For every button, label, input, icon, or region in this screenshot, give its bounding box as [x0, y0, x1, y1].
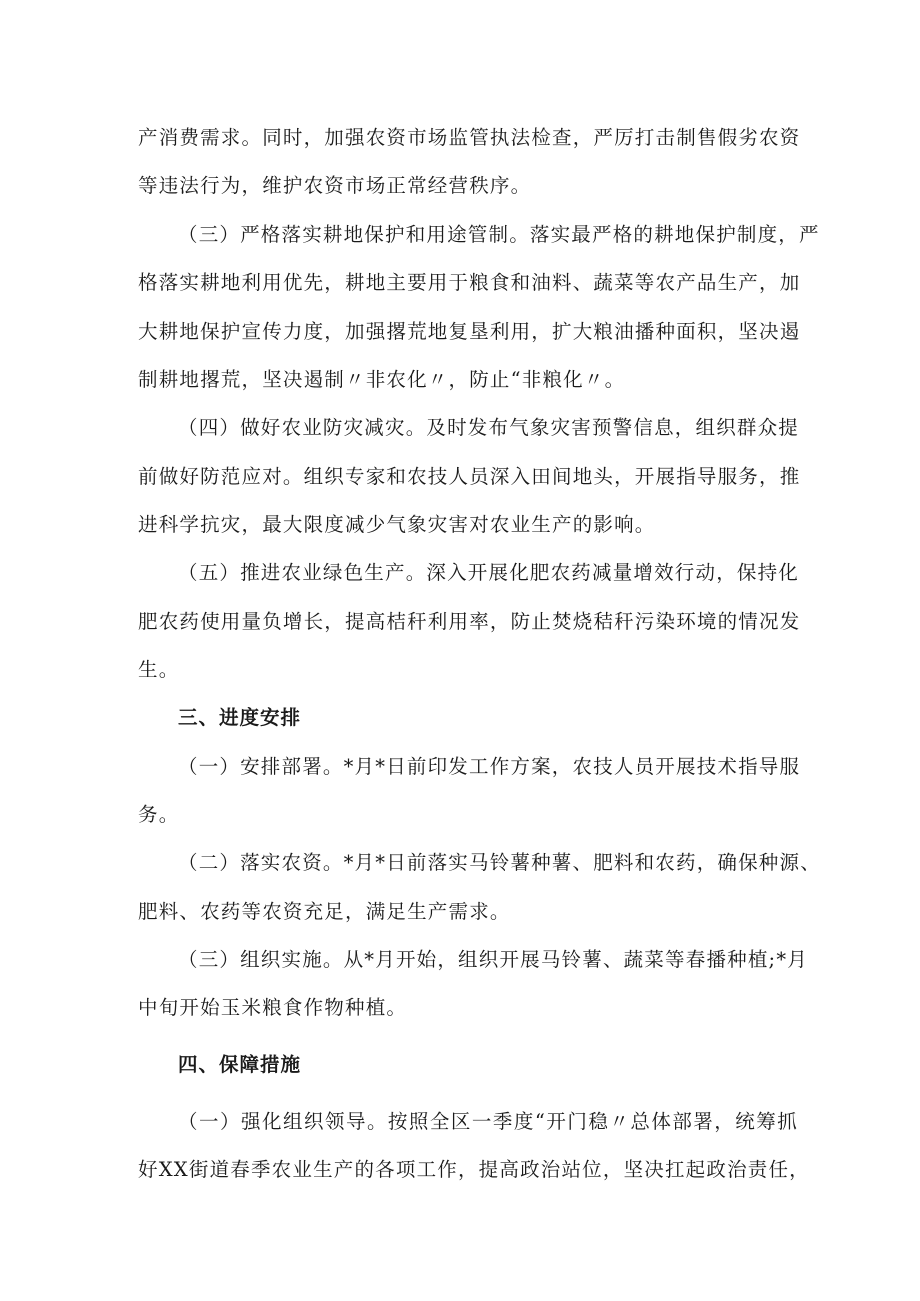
paragraph-line: （一）安排部署。*月*日前印发工作方案，农技人员开展技术指导服 — [178, 755, 801, 778]
paragraph-line: 进科学抗灾，最大限度减少气象灾害对农业生产的影响。 — [138, 513, 656, 536]
paragraph-line: （三）组织实施。从*月开始，组织开展马铃薯、蔬菜等春播种植;*月 — [178, 948, 808, 971]
paragraph-line: 肥农药使用量负增长，提高桔秆利用率，防止焚烧秸秆污染环境的情况发 — [138, 610, 801, 633]
paragraph-line: 大耕地保护宣传力度，加强撂荒地复垦利用，扩大粮油播种面积，坚决遏 — [138, 320, 801, 343]
paragraph-line: （二）落实农资。*月*日前落实马铃薯种薯、肥料和农药，确保种源、 — [178, 851, 821, 874]
paragraph-line: 中旬开始玉米粮食作物种植。 — [138, 996, 408, 1019]
section-heading: 四、保障措施 — [178, 1053, 302, 1076]
paragraph-line: （一）强化组织领导。按照全区一季度“开门稳〃总体部署，统筹抓 — [178, 1110, 798, 1133]
paragraph-line: 肥料、农药等农资充足，满足生产需求。 — [138, 900, 511, 923]
paragraph-line: 产消费需求。同时，加强农资市场监管执法检查，严厉打击制售假劣农资 — [138, 126, 801, 149]
paragraph-line: 制耕地撂荒，坚决遏制〃非农化〃，防止“非粮化〃。 — [138, 368, 626, 391]
paragraph-line: （五）推进农业绿色生产。深入开展化肥农药减量增效行动，保持化 — [178, 561, 800, 584]
paragraph-line: 生。 — [138, 658, 180, 681]
paragraph-line: （四）做好农业防灾减灾。及时发布气象灾害预警信息，组织群众提 — [178, 416, 800, 439]
paragraph-line: 等违法行为，维护农资市场正常经营秩序。 — [138, 174, 532, 197]
paragraph-line: 格落实耕地利用优先，耕地主要用于粮食和油料、蔬菜等农产品生产，加 — [138, 271, 801, 294]
paragraph-line: 务。 — [138, 803, 180, 826]
paragraph-line: （三）严格落实耕地保护和用途管制。落实最严格的耕地保护制度，严 — [178, 223, 820, 246]
paragraph-line: 好XX街道春季农业生产的各项工作，提高政治站位，坚决扛起政治责任， — [138, 1158, 810, 1181]
section-heading: 三、进度安排 — [178, 706, 302, 729]
paragraph-line: 前做好防范应对。组织专家和农技人员深入田间地头，开展指导服务，推 — [138, 465, 801, 488]
